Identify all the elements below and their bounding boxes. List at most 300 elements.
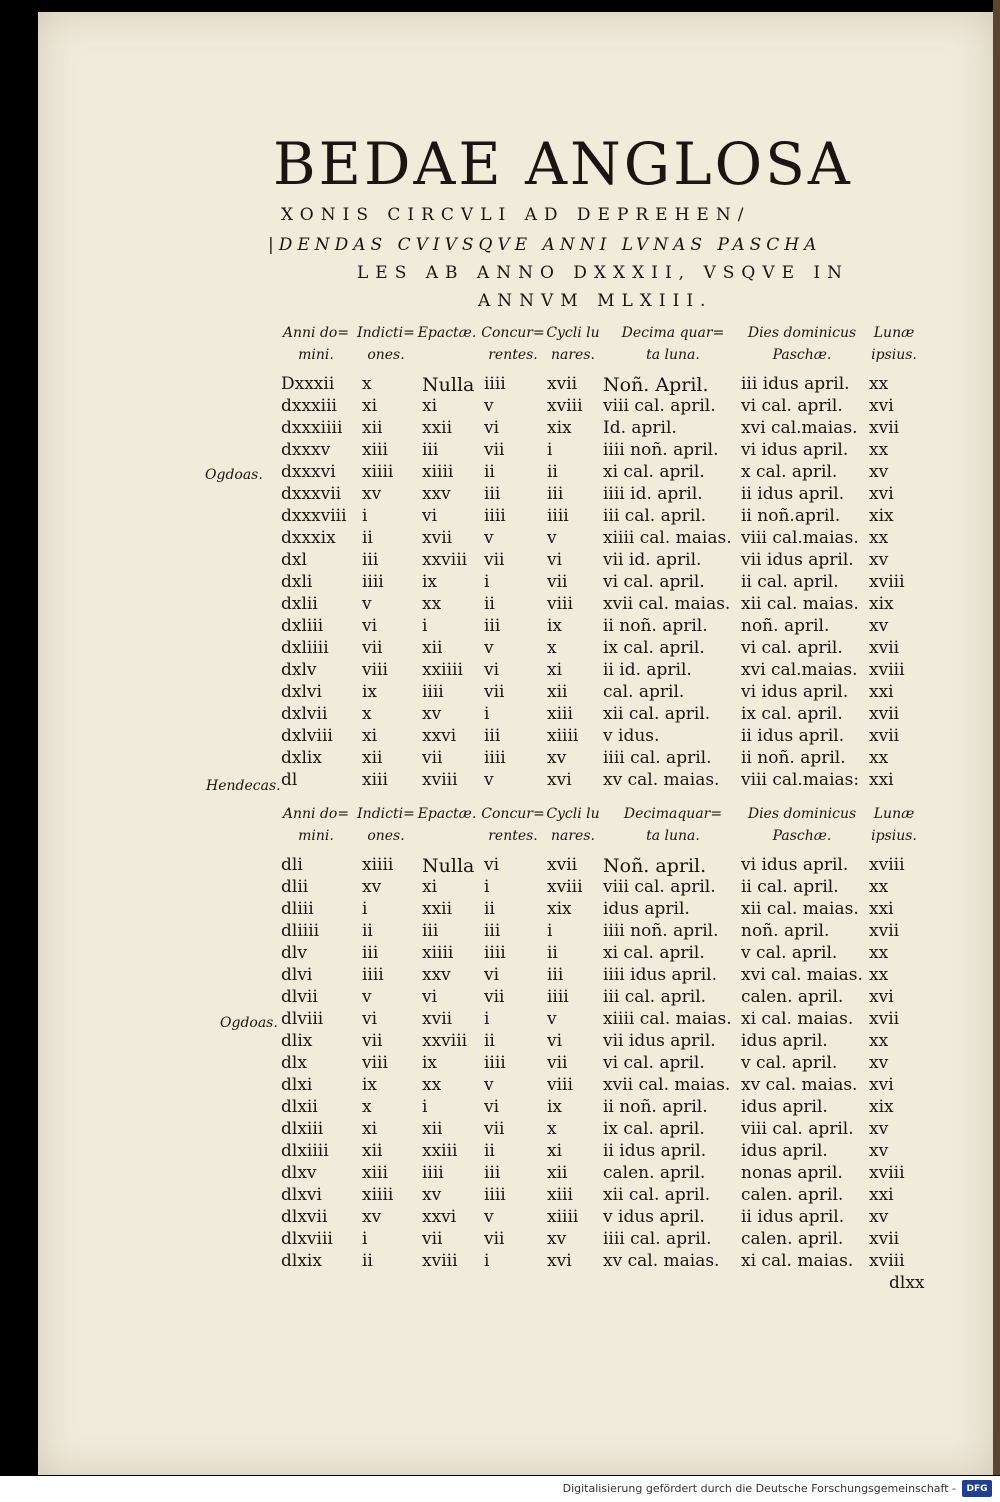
- table2-cell: xvi: [869, 1075, 894, 1095]
- table2-cell: xxviii: [422, 1031, 468, 1051]
- table1-cell: xiiii: [547, 726, 579, 746]
- table2-cell: ii noñ. april.: [603, 1097, 708, 1117]
- table1-cell: xviii: [869, 660, 905, 680]
- table1-cell: xviii: [422, 770, 458, 790]
- table2-header-col-1: [355, 803, 417, 847]
- header-line: Indicti=: [357, 325, 415, 341]
- table2-cell: xix: [869, 1097, 894, 1117]
- table2-cell: i: [362, 1229, 368, 1249]
- table1-cell: xxii: [422, 418, 453, 438]
- table1-cell: xv: [362, 484, 382, 504]
- table2-cell: xii: [547, 1163, 568, 1183]
- table1-cell: iii: [362, 550, 379, 570]
- table1-cell: ii idus april.: [741, 484, 845, 504]
- table1-cell: iii: [547, 484, 564, 504]
- table2-cell: i: [484, 1009, 490, 1029]
- catchword: dlxx: [889, 1273, 925, 1293]
- table1-cell: ix: [362, 682, 378, 702]
- table1-cell: xii: [362, 418, 383, 438]
- table2-cell: xi cal. maias.: [741, 1251, 854, 1271]
- table1-cell: xx: [422, 594, 442, 614]
- table1-cell: cal. april.: [603, 682, 685, 702]
- header-line: mini.: [298, 828, 334, 844]
- table2-cell: dlxix: [281, 1251, 322, 1271]
- table1-cell: iiii cal. april.: [603, 748, 712, 768]
- table2-cell: v idus april.: [603, 1207, 705, 1227]
- table1-header-col-4: [542, 322, 604, 366]
- table1-cell: xvii cal. maias.: [603, 594, 731, 614]
- header-line: [417, 344, 477, 366]
- table2-cell: calen. april.: [603, 1163, 706, 1183]
- table2-cell: xii cal. maias.: [741, 899, 859, 919]
- table2-cell: xv: [362, 877, 382, 897]
- table1-cell: iii: [484, 726, 501, 746]
- table1-cell: ii: [484, 594, 495, 614]
- table1-cell: ii noñ.april.: [741, 506, 841, 526]
- table1-cell: xi: [547, 660, 563, 680]
- table1-cell: xiiii: [422, 462, 454, 482]
- table2-cell: iiii: [362, 965, 384, 985]
- table1-cell: viii cal. april.: [603, 396, 716, 416]
- table1-cell: xv: [547, 748, 567, 768]
- footer-text: Digitalisierung gefördert durch die Deutsche Forschungsgemeinschaft -: [562, 1482, 956, 1495]
- table2-cell: xviii: [869, 1251, 905, 1271]
- table1-cell: iiii noñ. april.: [603, 440, 719, 460]
- table2-cell: xiii: [547, 1185, 573, 1205]
- table2-cell: idus april.: [741, 1141, 828, 1161]
- table2-cell: vii: [362, 1031, 383, 1051]
- header-line: Anni do=: [282, 806, 350, 822]
- header-line: Anni do=: [282, 325, 350, 341]
- table1-cell: dxxxvii: [281, 484, 342, 504]
- table2-cell: dlii: [281, 877, 309, 897]
- table2-cell: i: [484, 1251, 490, 1271]
- header-line: ipsius.: [871, 828, 917, 844]
- table1-cell: xiiii: [362, 462, 394, 482]
- table1-cell: xvii: [547, 374, 578, 394]
- table2-cell: xv: [869, 1207, 889, 1227]
- table1-cell: xix: [869, 506, 894, 526]
- table1-cell: ii noñ. april.: [741, 748, 846, 768]
- table1-cell: x: [362, 374, 372, 394]
- table1-cell: iiii: [484, 506, 506, 526]
- table2-cell: vi: [422, 987, 438, 1007]
- table1-cell: iii: [422, 440, 439, 460]
- table1-cell: ix: [547, 616, 563, 636]
- table2-cell: ii: [484, 899, 495, 919]
- table1-cell: Noñ. April.: [603, 374, 709, 396]
- table2-cell: xv: [547, 1229, 567, 1249]
- table2-cell: dlxvii: [281, 1207, 328, 1227]
- table2-cell: ix cal. april.: [603, 1119, 705, 1139]
- table1-cell: xii: [362, 748, 383, 768]
- table1-cell: iii idus april.: [741, 374, 850, 394]
- subtitle-line-4: ANNVM MLXIII.: [478, 291, 713, 311]
- table1-cell: xxvi: [422, 726, 457, 746]
- table1-header-col-2: [417, 322, 477, 366]
- table2-cell: dlxi: [281, 1075, 313, 1095]
- table2-cell: vii: [547, 1053, 568, 1073]
- table2-cell: vi cal. april.: [603, 1053, 705, 1073]
- table1-cell: xxi: [869, 682, 894, 702]
- table2-cell: v cal. april.: [741, 1053, 838, 1073]
- table1-cell: xviii: [869, 572, 905, 592]
- table2-cell: xvi: [869, 987, 894, 1007]
- table1-cell: iii: [484, 484, 501, 504]
- table1-cell: xi: [362, 396, 378, 416]
- table2-cell: dlvii: [281, 987, 318, 1007]
- table2-cell: dlx: [281, 1053, 307, 1073]
- table2-cell: xx: [869, 943, 889, 963]
- side-label-hendecas: Hendecas.: [206, 778, 281, 794]
- table2-cell: dlxvi: [281, 1185, 322, 1205]
- table2-cell: xvii: [869, 1009, 900, 1029]
- table1-cell: iiii: [547, 506, 569, 526]
- table2-cell: xiiii: [362, 855, 394, 875]
- header-line: Lunæ: [873, 325, 915, 341]
- table1-cell: dxl: [281, 550, 307, 570]
- table1-cell: xxviii: [422, 550, 468, 570]
- table1-cell: xii: [547, 682, 568, 702]
- table2-cell: ii idus april.: [603, 1141, 707, 1161]
- footer-bar: [0, 1476, 1000, 1502]
- table1-cell: iii cal. april.: [603, 506, 707, 526]
- table2-cell: ix: [547, 1097, 563, 1117]
- table1-cell: xv: [869, 462, 889, 482]
- table2-cell: xv cal. maias.: [741, 1075, 858, 1095]
- table2-cell: ii idus april.: [741, 1207, 845, 1227]
- table1-cell: xix: [869, 594, 894, 614]
- header-line: Decima quar=: [621, 325, 725, 341]
- table1-cell: v: [547, 528, 557, 548]
- table1-cell: dxlvii: [281, 704, 328, 724]
- table1-cell: i: [422, 616, 428, 636]
- header-line: Cycli lu: [546, 806, 600, 822]
- table2-cell: iiii cal. april.: [603, 1229, 712, 1249]
- table2-header-col-0: [279, 803, 353, 847]
- table1-cell: xv: [422, 704, 442, 724]
- table1-cell: vi idus april.: [741, 682, 849, 702]
- table1-cell: vii id. april.: [603, 550, 702, 570]
- table1-cell: iiii: [484, 374, 506, 394]
- table1-cell: iiii: [484, 748, 506, 768]
- table1-cell: xii: [422, 638, 443, 658]
- table2-cell: xxii: [422, 899, 453, 919]
- table2-cell: vi: [484, 965, 500, 985]
- table2-cell: ix: [362, 1075, 378, 1095]
- header-line: Indicti=: [357, 806, 415, 822]
- table2-cell: dlxii: [281, 1097, 318, 1117]
- table2-cell: iii cal. april.: [603, 987, 707, 1007]
- table2-header-col-5: [605, 803, 741, 847]
- table1-cell: vii: [484, 682, 505, 702]
- table1-cell: xiii: [547, 704, 573, 724]
- table1-cell: dxxxvi: [281, 462, 336, 482]
- table1-cell: xii cal. april.: [603, 704, 711, 724]
- table2-cell: dlix: [281, 1031, 313, 1051]
- table2-cell: vi: [547, 1031, 563, 1051]
- table1-cell: viii: [362, 660, 388, 680]
- table2-header-col-7: [863, 803, 925, 847]
- header-line: ones.: [367, 828, 405, 844]
- table2-cell: iiii: [484, 943, 506, 963]
- table2-cell: xi: [547, 1141, 563, 1161]
- page-title: BEDAE ANGLOSA: [273, 130, 853, 198]
- table1-cell: xi: [422, 396, 438, 416]
- table2-cell: viii: [547, 1075, 573, 1095]
- table1-cell: viii: [547, 594, 573, 614]
- table2-cell: xix: [547, 899, 572, 919]
- table2-cell: xviii: [422, 1251, 458, 1271]
- table1-cell: vi cal. april.: [741, 396, 843, 416]
- table2-cell: xviii: [547, 877, 583, 897]
- header-line: Paschæ.: [772, 347, 832, 363]
- table2-cell: vi: [484, 1097, 500, 1117]
- table1-cell: vi cal. april.: [603, 572, 705, 592]
- table2-cell: ii: [362, 1251, 373, 1271]
- table2-cell: i: [422, 1097, 428, 1117]
- table1-cell: xi: [362, 726, 378, 746]
- table2-cell: xxi: [869, 899, 894, 919]
- table2-cell: idus april.: [603, 899, 690, 919]
- table1-cell: iiii: [422, 682, 444, 702]
- table2-cell: vii: [484, 1119, 505, 1139]
- table1-cell: iiii id. april.: [603, 484, 703, 504]
- table1-header-col-7: [863, 322, 925, 366]
- table2-cell: xi: [422, 877, 438, 897]
- table2-cell: xi cal. april.: [603, 943, 705, 963]
- table1-cell: xvi cal.maias.: [741, 418, 858, 438]
- table2-cell: ii: [484, 1141, 495, 1161]
- table1-cell: vii: [362, 638, 383, 658]
- table1-cell: xx: [869, 374, 889, 394]
- table1-cell: x cal. april.: [741, 462, 838, 482]
- table1-cell: v: [362, 594, 372, 614]
- table1-cell: viii cal.maias:: [741, 770, 860, 790]
- table2-cell: xiiii: [422, 943, 454, 963]
- table2-cell: xv: [422, 1185, 442, 1205]
- table1-cell: xx: [869, 748, 889, 768]
- table2-cell: vi: [484, 855, 500, 875]
- table2-cell: dlxiii: [281, 1119, 324, 1139]
- table1-cell: xiii: [362, 770, 388, 790]
- table2-cell: ii: [547, 943, 558, 963]
- table2-cell: dliiii: [281, 921, 320, 941]
- header-line: Paschæ.: [772, 828, 832, 844]
- table2-cell: xviii: [869, 1163, 905, 1183]
- header-line: Dies dominicus: [747, 806, 857, 822]
- table1-cell: i: [362, 506, 368, 526]
- header-line: rentes.: [488, 828, 538, 844]
- table2-cell: xxv: [422, 965, 451, 985]
- table1-cell: dxxxv: [281, 440, 331, 460]
- header-line: Concur=: [481, 325, 545, 341]
- table1-cell: Nulla: [422, 374, 475, 396]
- table1-cell: xvii: [869, 726, 900, 746]
- table2-cell: viii cal. april.: [603, 877, 716, 897]
- header-line: Dies dominicus: [747, 325, 857, 341]
- table1-cell: xvi: [547, 770, 572, 790]
- table2-cell: xv: [362, 1207, 382, 1227]
- table1-cell: vi cal. april.: [741, 638, 843, 658]
- table2-cell: vii: [422, 1229, 443, 1249]
- table2-cell: nonas april.: [741, 1163, 843, 1183]
- table2-cell: xvi: [547, 1251, 572, 1271]
- table1-cell: dxxxviii: [281, 506, 347, 526]
- table2-header-col-4: [542, 803, 604, 847]
- table2-cell: xii: [422, 1119, 443, 1139]
- table2-cell: vii: [484, 1229, 505, 1249]
- header-line: Epactæ.: [417, 806, 477, 822]
- table2-cell: xv: [869, 1141, 889, 1161]
- table2-cell: dli: [281, 855, 303, 875]
- table1-cell: Dxxxii: [281, 374, 335, 394]
- table1-cell: v: [484, 528, 494, 548]
- table1-cell: vi idus april.: [741, 440, 849, 460]
- table2-cell: v: [547, 1009, 557, 1029]
- table2-cell: xx: [869, 1031, 889, 1051]
- table1-cell: dxliiii: [281, 638, 329, 658]
- table1-cell: vi: [484, 418, 500, 438]
- table2-cell: dlxiiii: [281, 1141, 329, 1161]
- table1-cell: xx: [869, 528, 889, 548]
- table1-cell: v idus.: [603, 726, 660, 746]
- header-line: ta luna.: [646, 828, 700, 844]
- table1-cell: iii: [484, 616, 501, 636]
- header-line: nares.: [551, 347, 595, 363]
- table1-cell: ix cal. april.: [603, 638, 705, 658]
- table1-cell: xvii: [869, 418, 900, 438]
- table1-cell: vi: [362, 616, 378, 636]
- table2-cell: Nulla: [422, 855, 475, 877]
- table1-cell: x: [362, 704, 372, 724]
- header-line: nares.: [551, 828, 595, 844]
- table1-cell: ii cal. april.: [741, 572, 839, 592]
- table1-cell: viii cal.maias.: [741, 528, 859, 548]
- table2-cell: xxi: [869, 1185, 894, 1205]
- table1-cell: xvii: [422, 528, 453, 548]
- table2-cell: xiiii cal. maias.: [603, 1009, 732, 1029]
- table2-cell: vii: [484, 987, 505, 1007]
- table2-cell: xv: [869, 1053, 889, 1073]
- table2-cell: dlv: [281, 943, 307, 963]
- table1-cell: xx: [869, 440, 889, 460]
- table2-cell: calen. april.: [741, 1229, 844, 1249]
- table2-cell: xvii: [422, 1009, 453, 1029]
- table2-cell: xiiii: [547, 1207, 579, 1227]
- table1-cell: xv: [869, 616, 889, 636]
- table2-header-col-3: [480, 803, 546, 847]
- table1-cell: dxlv: [281, 660, 317, 680]
- table1-cell: xii cal. maias.: [741, 594, 859, 614]
- table2-cell: xvii: [869, 921, 900, 941]
- table2-cell: xiiii: [362, 1185, 394, 1205]
- table2-cell: vi idus april.: [741, 855, 849, 875]
- table2-cell: xi cal. maias.: [741, 1009, 854, 1029]
- header-line: mini.: [298, 347, 334, 363]
- table2-cell: xvii: [547, 855, 578, 875]
- table1-header-col-3: [480, 322, 546, 366]
- table1-cell: v: [484, 396, 494, 416]
- table1-cell: dxxxix: [281, 528, 336, 548]
- table2-cell: Noñ. april.: [603, 855, 707, 877]
- table2-cell: ii: [484, 1031, 495, 1051]
- table1-cell: ii: [547, 462, 558, 482]
- table1-cell: ii idus april.: [741, 726, 845, 746]
- table2-cell: iiii: [422, 1163, 444, 1183]
- side-label-ogdoas-2: Ogdoas.: [220, 1015, 278, 1031]
- table1-header-col-5: [605, 322, 741, 366]
- table2-cell: xii cal. april.: [603, 1185, 711, 1205]
- header-line: ipsius.: [871, 347, 917, 363]
- table2-cell: xx: [869, 965, 889, 985]
- table1-header-col-0: [279, 322, 353, 366]
- table1-cell: xvii: [869, 704, 900, 724]
- table1-cell: xvi: [869, 484, 894, 504]
- table1-cell: dxlii: [281, 594, 318, 614]
- table1-cell: xxv: [422, 484, 451, 504]
- table2-cell: ix: [422, 1053, 438, 1073]
- table1-header-col-6: [737, 322, 867, 366]
- table2-cell: dlxv: [281, 1163, 317, 1183]
- table1-cell: Id. april.: [603, 418, 677, 438]
- table1-cell: vii: [422, 748, 443, 768]
- table1-cell: vii: [484, 550, 505, 570]
- table2-cell: dliii: [281, 899, 314, 919]
- table2-cell: dlxviii: [281, 1229, 333, 1249]
- table2-cell: dlvi: [281, 965, 313, 985]
- table1-cell: dxlvi: [281, 682, 322, 702]
- table1-cell: dxli: [281, 572, 313, 592]
- table1-cell: dxlviii: [281, 726, 333, 746]
- table2-cell: viii cal. april.: [741, 1119, 854, 1139]
- table2-cell: xxvi: [422, 1207, 457, 1227]
- table2-header-col-2: [417, 803, 477, 847]
- table1-cell: xv: [869, 550, 889, 570]
- table1-cell: vi: [547, 550, 563, 570]
- table2-cell: iiii: [484, 1053, 506, 1073]
- subtitle-line-1: XONIS CIRCVLI AD DEPREHEN/: [281, 205, 751, 225]
- table2-cell: iii: [422, 921, 439, 941]
- table1-cell: vi: [422, 506, 438, 526]
- table2-cell: i: [362, 899, 368, 919]
- table1-cell: dl: [281, 770, 298, 790]
- table2-cell: v: [362, 987, 372, 1007]
- table1-cell: x: [547, 638, 557, 658]
- header-line: Concur=: [481, 806, 545, 822]
- table1-cell: ii id. april.: [603, 660, 692, 680]
- table1-cell: xi cal. april.: [603, 462, 705, 482]
- table2-cell: idus april.: [741, 1097, 828, 1117]
- table2-cell: vi: [362, 1009, 378, 1029]
- table2-cell: xii: [362, 1141, 383, 1161]
- table1-cell: ii noñ. april.: [603, 616, 708, 636]
- table1-cell: iiii: [362, 572, 384, 592]
- table2-cell: xx: [869, 877, 889, 897]
- table1-cell: dxxxiii: [281, 396, 337, 416]
- table2-cell: iiii idus april.: [603, 965, 717, 985]
- table2-cell: xvii: [869, 1229, 900, 1249]
- table2-header-col-6: [737, 803, 867, 847]
- table1-cell: dxliii: [281, 616, 324, 636]
- table2-cell: dlviii: [281, 1009, 324, 1029]
- table2-cell: viii: [362, 1053, 388, 1073]
- table2-cell: calen. april.: [741, 987, 844, 1007]
- table1-cell: vii: [547, 572, 568, 592]
- table1-cell: xvii: [869, 638, 900, 658]
- table1-cell: vi: [484, 660, 500, 680]
- subtitle-line-2: |DENDAS CVIVSQVE ANNI LVNAS PASCHA: [268, 235, 822, 255]
